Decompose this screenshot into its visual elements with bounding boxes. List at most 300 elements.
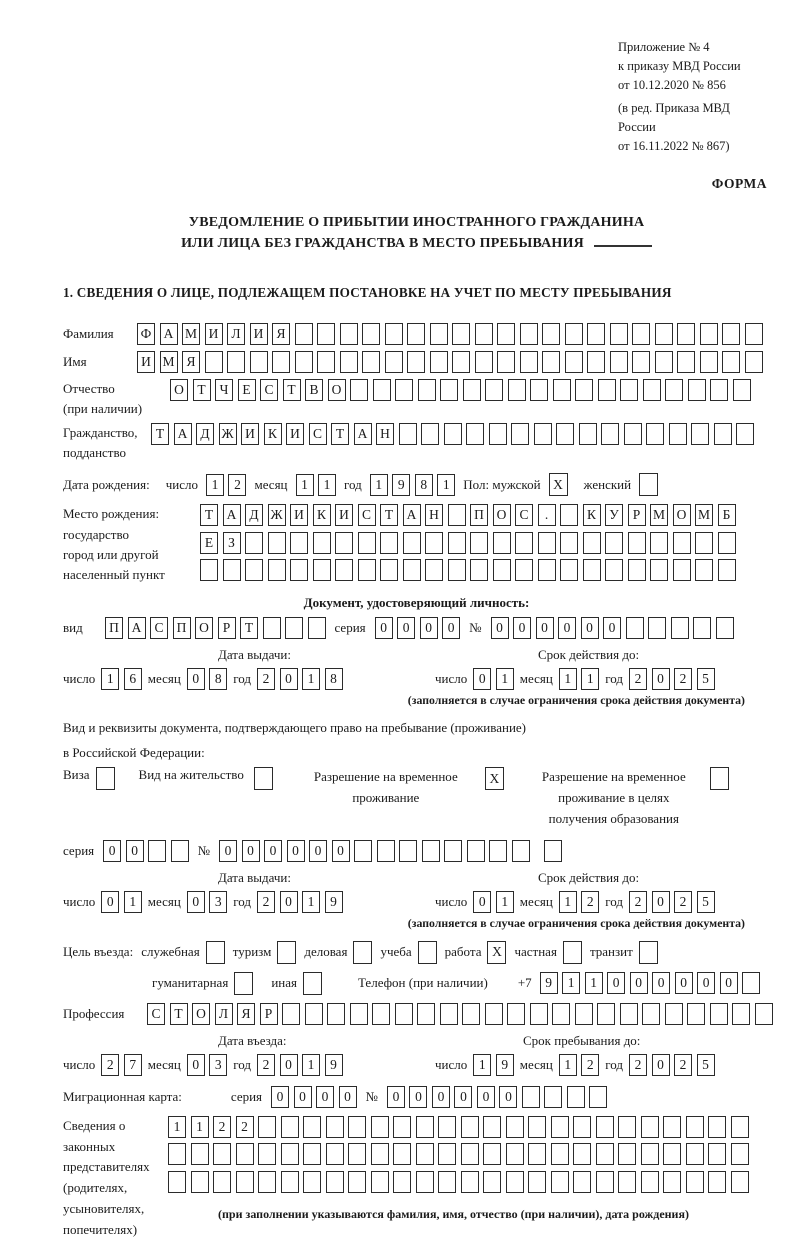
form-cell[interactable] bbox=[512, 840, 530, 862]
form-cell[interactable] bbox=[444, 423, 462, 445]
form-cell[interactable]: 1 bbox=[559, 1054, 577, 1076]
form-cell[interactable] bbox=[489, 423, 507, 445]
form-cell[interactable] bbox=[589, 1086, 607, 1108]
form-cell[interactable]: 1 bbox=[302, 891, 320, 913]
form-cell[interactable]: А bbox=[128, 617, 146, 639]
form-cell[interactable] bbox=[354, 840, 372, 862]
form-cell[interactable] bbox=[610, 323, 628, 345]
form-cell[interactable]: 0 bbox=[271, 1086, 289, 1108]
form-cell[interactable]: З bbox=[223, 532, 241, 554]
form-cell[interactable] bbox=[618, 1171, 636, 1193]
form-cell[interactable]: 2 bbox=[674, 891, 692, 913]
form-cell[interactable]: 1 bbox=[559, 668, 577, 690]
form-cell[interactable]: 2 bbox=[629, 668, 647, 690]
form-cell[interactable]: 1 bbox=[581, 668, 599, 690]
form-cell[interactable] bbox=[416, 1116, 434, 1138]
form-cell[interactable] bbox=[573, 1171, 591, 1193]
tourism-checkbox[interactable] bbox=[277, 941, 296, 964]
form-cell[interactable] bbox=[483, 1116, 501, 1138]
form-cell[interactable] bbox=[755, 1003, 773, 1025]
form-cell[interactable] bbox=[317, 323, 335, 345]
form-cell[interactable] bbox=[452, 323, 470, 345]
study-checkbox[interactable] bbox=[418, 941, 437, 964]
form-cell[interactable] bbox=[646, 423, 664, 445]
form-cell[interactable]: М bbox=[182, 323, 200, 345]
form-cell[interactable]: 0 bbox=[675, 972, 693, 994]
form-cell[interactable]: Т bbox=[151, 423, 169, 445]
form-cell[interactable] bbox=[493, 559, 511, 581]
humanitarian-checkbox[interactable] bbox=[234, 972, 253, 995]
form-cell[interactable]: О bbox=[328, 379, 346, 401]
form-cell[interactable]: Т bbox=[200, 504, 218, 526]
form-cell[interactable]: 1 bbox=[370, 474, 388, 496]
form-cell[interactable]: Л bbox=[227, 323, 245, 345]
form-cell[interactable]: 0 bbox=[720, 972, 738, 994]
form-cell[interactable] bbox=[528, 1143, 546, 1165]
form-cell[interactable] bbox=[350, 1003, 368, 1025]
form-cell[interactable]: 0 bbox=[187, 1054, 205, 1076]
form-cell[interactable]: Ф bbox=[137, 323, 155, 345]
form-cell[interactable] bbox=[511, 423, 529, 445]
form-cell[interactable] bbox=[560, 532, 578, 554]
form-cell[interactable]: 2 bbox=[236, 1116, 254, 1138]
form-cell[interactable] bbox=[508, 379, 526, 401]
form-cell[interactable] bbox=[687, 1003, 705, 1025]
form-cell[interactable] bbox=[371, 1171, 389, 1193]
form-cell[interactable] bbox=[223, 559, 241, 581]
form-cell[interactable] bbox=[371, 1116, 389, 1138]
form-cell[interactable] bbox=[610, 351, 628, 373]
form-cell[interactable]: 0 bbox=[499, 1086, 517, 1108]
form-cell[interactable] bbox=[605, 559, 623, 581]
form-cell[interactable]: А bbox=[174, 423, 192, 445]
form-cell[interactable] bbox=[641, 1143, 659, 1165]
form-cell[interactable] bbox=[393, 1116, 411, 1138]
form-cell[interactable] bbox=[430, 323, 448, 345]
form-cell[interactable] bbox=[669, 423, 687, 445]
form-cell[interactable]: 6 bbox=[124, 668, 142, 690]
form-cell[interactable]: Т bbox=[283, 379, 301, 401]
form-cell[interactable] bbox=[282, 1003, 300, 1025]
form-cell[interactable] bbox=[663, 1143, 681, 1165]
form-cell[interactable]: К bbox=[264, 423, 282, 445]
form-cell[interactable]: 0 bbox=[280, 668, 298, 690]
form-cell[interactable]: 2 bbox=[228, 474, 246, 496]
form-cell[interactable] bbox=[313, 532, 331, 554]
form-cell[interactable]: 1 bbox=[124, 891, 142, 913]
form-cell[interactable]: И bbox=[286, 423, 304, 445]
form-cell[interactable] bbox=[213, 1143, 231, 1165]
form-cell[interactable] bbox=[399, 840, 417, 862]
form-cell[interactable] bbox=[583, 559, 601, 581]
form-cell[interactable] bbox=[200, 559, 218, 581]
form-cell[interactable] bbox=[362, 351, 380, 373]
form-cell[interactable]: 0 bbox=[339, 1086, 357, 1108]
form-cell[interactable] bbox=[598, 379, 616, 401]
form-cell[interactable]: 2 bbox=[629, 891, 647, 913]
form-cell[interactable] bbox=[313, 559, 331, 581]
form-cell[interactable]: О bbox=[195, 617, 213, 639]
form-cell[interactable]: Р bbox=[628, 504, 646, 526]
form-cell[interactable]: 1 bbox=[302, 668, 320, 690]
form-cell[interactable]: Т bbox=[240, 617, 258, 639]
form-cell[interactable] bbox=[399, 423, 417, 445]
form-cell[interactable] bbox=[305, 1003, 323, 1025]
form-cell[interactable]: 9 bbox=[325, 891, 343, 913]
form-cell[interactable]: 8 bbox=[209, 668, 227, 690]
form-cell[interactable] bbox=[542, 323, 560, 345]
form-cell[interactable]: 2 bbox=[674, 1054, 692, 1076]
form-cell[interactable]: 2 bbox=[629, 1054, 647, 1076]
form-cell[interactable] bbox=[688, 379, 706, 401]
form-cell[interactable]: С bbox=[309, 423, 327, 445]
form-cell[interactable]: И bbox=[137, 351, 155, 373]
form-cell[interactable]: 0 bbox=[652, 1054, 670, 1076]
residence-permit-checkbox[interactable] bbox=[254, 767, 273, 790]
form-cell[interactable] bbox=[648, 617, 666, 639]
form-cell[interactable] bbox=[575, 1003, 593, 1025]
form-cell[interactable] bbox=[380, 559, 398, 581]
form-cell[interactable] bbox=[380, 532, 398, 554]
form-cell[interactable]: А bbox=[223, 504, 241, 526]
form-cell[interactable]: 0 bbox=[477, 1086, 495, 1108]
form-cell[interactable]: Я bbox=[272, 323, 290, 345]
form-cell[interactable]: К bbox=[583, 504, 601, 526]
form-cell[interactable]: М bbox=[695, 504, 713, 526]
form-cell[interactable] bbox=[528, 1171, 546, 1193]
form-cell[interactable] bbox=[395, 1003, 413, 1025]
form-cell[interactable]: Б bbox=[718, 504, 736, 526]
form-cell[interactable] bbox=[440, 379, 458, 401]
form-cell[interactable] bbox=[191, 1143, 209, 1165]
form-cell[interactable] bbox=[303, 1143, 321, 1165]
form-cell[interactable]: 3 bbox=[209, 891, 227, 913]
form-cell[interactable]: 1 bbox=[562, 972, 580, 994]
form-cell[interactable] bbox=[348, 1143, 366, 1165]
form-cell[interactable] bbox=[663, 1171, 681, 1193]
form-cell[interactable]: 1 bbox=[318, 474, 336, 496]
form-cell[interactable]: М bbox=[160, 351, 178, 373]
form-cell[interactable]: 0 bbox=[187, 891, 205, 913]
form-cell[interactable]: Д bbox=[245, 504, 263, 526]
form-cell[interactable] bbox=[624, 423, 642, 445]
form-cell[interactable]: П bbox=[173, 617, 191, 639]
form-cell[interactable] bbox=[444, 840, 462, 862]
form-cell[interactable] bbox=[483, 1171, 501, 1193]
form-cell[interactable] bbox=[596, 1116, 614, 1138]
form-cell[interactable]: 0 bbox=[332, 840, 350, 862]
form-cell[interactable] bbox=[168, 1171, 186, 1193]
form-cell[interactable] bbox=[695, 559, 713, 581]
form-cell[interactable] bbox=[485, 1003, 503, 1025]
form-cell[interactable] bbox=[596, 1171, 614, 1193]
temp-residence-checkbox[interactable]: X bbox=[485, 767, 504, 790]
form-cell[interactable]: М bbox=[650, 504, 668, 526]
form-cell[interactable] bbox=[335, 532, 353, 554]
form-cell[interactable] bbox=[745, 323, 763, 345]
form-cell[interactable] bbox=[372, 1003, 390, 1025]
form-cell[interactable]: 0 bbox=[491, 617, 509, 639]
form-cell[interactable] bbox=[258, 1143, 276, 1165]
form-cell[interactable] bbox=[641, 1116, 659, 1138]
form-cell[interactable] bbox=[385, 323, 403, 345]
form-cell[interactable]: 8 bbox=[325, 668, 343, 690]
form-cell[interactable] bbox=[716, 617, 734, 639]
form-cell[interactable] bbox=[295, 323, 313, 345]
form-cell[interactable] bbox=[628, 559, 646, 581]
form-cell[interactable] bbox=[708, 1171, 726, 1193]
form-cell[interactable]: 5 bbox=[697, 668, 715, 690]
form-cell[interactable] bbox=[475, 351, 493, 373]
form-cell[interactable] bbox=[317, 351, 335, 373]
form-cell[interactable]: 0 bbox=[316, 1086, 334, 1108]
form-cell[interactable] bbox=[695, 532, 713, 554]
form-cell[interactable] bbox=[677, 323, 695, 345]
form-cell[interactable] bbox=[470, 559, 488, 581]
form-cell[interactable] bbox=[691, 423, 709, 445]
form-cell[interactable]: О bbox=[192, 1003, 210, 1025]
form-cell[interactable]: 0 bbox=[264, 840, 282, 862]
form-cell[interactable] bbox=[632, 351, 650, 373]
form-cell[interactable]: 0 bbox=[387, 1086, 405, 1108]
form-cell[interactable]: 2 bbox=[257, 1054, 275, 1076]
form-cell[interactable] bbox=[530, 379, 548, 401]
form-cell[interactable]: 0 bbox=[473, 891, 491, 913]
form-cell[interactable]: 3 bbox=[209, 1054, 227, 1076]
form-cell[interactable] bbox=[565, 323, 583, 345]
form-cell[interactable]: 1 bbox=[585, 972, 603, 994]
form-cell[interactable]: И bbox=[250, 323, 268, 345]
form-cell[interactable] bbox=[671, 617, 689, 639]
form-cell[interactable]: О bbox=[170, 379, 188, 401]
form-cell[interactable] bbox=[618, 1116, 636, 1138]
form-cell[interactable] bbox=[308, 617, 326, 639]
form-cell[interactable] bbox=[700, 351, 718, 373]
form-cell[interactable]: 2 bbox=[674, 668, 692, 690]
form-cell[interactable]: П bbox=[470, 504, 488, 526]
form-cell[interactable] bbox=[665, 379, 683, 401]
form-cell[interactable]: 0 bbox=[652, 668, 670, 690]
form-cell[interactable] bbox=[290, 532, 308, 554]
form-cell[interactable] bbox=[205, 351, 223, 373]
form-cell[interactable] bbox=[272, 351, 290, 373]
form-cell[interactable] bbox=[340, 351, 358, 373]
form-cell[interactable] bbox=[475, 323, 493, 345]
form-cell[interactable] bbox=[665, 1003, 683, 1025]
form-cell[interactable]: Н bbox=[425, 504, 443, 526]
form-cell[interactable] bbox=[552, 1003, 570, 1025]
form-cell[interactable] bbox=[677, 351, 695, 373]
form-cell[interactable] bbox=[515, 532, 533, 554]
form-cell[interactable]: 9 bbox=[325, 1054, 343, 1076]
form-cell[interactable]: А bbox=[160, 323, 178, 345]
form-cell[interactable] bbox=[626, 617, 644, 639]
form-cell[interactable] bbox=[438, 1143, 456, 1165]
form-cell[interactable] bbox=[448, 559, 466, 581]
form-cell[interactable]: Т bbox=[193, 379, 211, 401]
form-cell[interactable]: Д bbox=[196, 423, 214, 445]
form-cell[interactable] bbox=[497, 323, 515, 345]
form-cell[interactable]: 0 bbox=[287, 840, 305, 862]
form-cell[interactable] bbox=[326, 1143, 344, 1165]
form-cell[interactable]: И bbox=[241, 423, 259, 445]
form-cell[interactable]: 0 bbox=[558, 617, 576, 639]
form-cell[interactable] bbox=[650, 559, 668, 581]
form-cell[interactable]: И bbox=[335, 504, 353, 526]
form-cell[interactable] bbox=[506, 1116, 524, 1138]
form-cell[interactable]: Л bbox=[215, 1003, 233, 1025]
form-cell[interactable] bbox=[520, 323, 538, 345]
form-cell[interactable] bbox=[373, 379, 391, 401]
form-cell[interactable] bbox=[742, 972, 760, 994]
form-cell[interactable] bbox=[393, 1143, 411, 1165]
form-cell[interactable]: 0 bbox=[126, 840, 144, 862]
form-cell[interactable] bbox=[736, 423, 754, 445]
form-cell[interactable] bbox=[506, 1143, 524, 1165]
form-cell[interactable]: 9 bbox=[496, 1054, 514, 1076]
form-cell[interactable]: 0 bbox=[187, 668, 205, 690]
form-cell[interactable] bbox=[245, 532, 263, 554]
temp-residence-edu-checkbox[interactable] bbox=[710, 767, 729, 790]
form-cell[interactable]: 0 bbox=[442, 617, 460, 639]
form-cell[interactable]: С bbox=[358, 504, 376, 526]
form-cell[interactable]: 0 bbox=[630, 972, 648, 994]
form-cell[interactable]: 2 bbox=[257, 668, 275, 690]
form-cell[interactable] bbox=[295, 351, 313, 373]
form-cell[interactable] bbox=[452, 351, 470, 373]
form-cell[interactable] bbox=[632, 323, 650, 345]
form-cell[interactable]: 1 bbox=[101, 668, 119, 690]
form-cell[interactable] bbox=[418, 379, 436, 401]
form-cell[interactable]: 0 bbox=[375, 617, 393, 639]
form-cell[interactable]: 0 bbox=[280, 1054, 298, 1076]
form-cell[interactable] bbox=[710, 379, 728, 401]
form-cell[interactable] bbox=[544, 1086, 562, 1108]
form-cell[interactable] bbox=[556, 423, 574, 445]
form-cell[interactable] bbox=[731, 1116, 749, 1138]
form-cell[interactable]: Е bbox=[238, 379, 256, 401]
form-cell[interactable]: У bbox=[605, 504, 623, 526]
form-cell[interactable] bbox=[385, 351, 403, 373]
form-cell[interactable] bbox=[417, 1003, 435, 1025]
form-cell[interactable]: И bbox=[205, 323, 223, 345]
form-cell[interactable]: 5 bbox=[697, 891, 715, 913]
form-cell[interactable] bbox=[587, 323, 605, 345]
form-cell[interactable] bbox=[326, 1116, 344, 1138]
form-cell[interactable] bbox=[538, 532, 556, 554]
form-cell[interactable]: 1 bbox=[559, 891, 577, 913]
form-cell[interactable] bbox=[497, 351, 515, 373]
form-cell[interactable] bbox=[461, 1171, 479, 1193]
form-cell[interactable] bbox=[326, 1171, 344, 1193]
form-cell[interactable]: А bbox=[403, 504, 421, 526]
form-cell[interactable] bbox=[213, 1171, 231, 1193]
form-cell[interactable]: 0 bbox=[103, 840, 121, 862]
form-cell[interactable]: Р bbox=[260, 1003, 278, 1025]
form-cell[interactable] bbox=[285, 617, 303, 639]
form-cell[interactable] bbox=[236, 1171, 254, 1193]
form-cell[interactable]: 0 bbox=[219, 840, 237, 862]
form-cell[interactable] bbox=[438, 1171, 456, 1193]
form-cell[interactable]: 0 bbox=[652, 972, 670, 994]
form-cell[interactable] bbox=[641, 1171, 659, 1193]
form-cell[interactable] bbox=[148, 840, 166, 862]
form-cell[interactable] bbox=[538, 559, 556, 581]
form-cell[interactable]: 1 bbox=[296, 474, 314, 496]
form-cell[interactable]: 0 bbox=[397, 617, 415, 639]
form-cell[interactable]: 9 bbox=[392, 474, 410, 496]
form-cell[interactable]: В bbox=[305, 379, 323, 401]
transit-checkbox[interactable] bbox=[639, 941, 658, 964]
form-cell[interactable] bbox=[732, 1003, 750, 1025]
form-cell[interactable] bbox=[507, 1003, 525, 1025]
form-cell[interactable] bbox=[618, 1143, 636, 1165]
form-cell[interactable] bbox=[466, 423, 484, 445]
form-cell[interactable]: С bbox=[147, 1003, 165, 1025]
form-cell[interactable] bbox=[551, 1116, 569, 1138]
form-cell[interactable] bbox=[407, 323, 425, 345]
business-checkbox[interactable] bbox=[353, 941, 372, 964]
form-cell[interactable] bbox=[700, 323, 718, 345]
form-cell[interactable]: Е bbox=[200, 532, 218, 554]
form-cell[interactable] bbox=[463, 379, 481, 401]
form-cell[interactable] bbox=[708, 1143, 726, 1165]
form-cell[interactable]: П bbox=[105, 617, 123, 639]
form-cell[interactable] bbox=[268, 559, 286, 581]
form-cell[interactable] bbox=[673, 559, 691, 581]
form-cell[interactable] bbox=[587, 351, 605, 373]
form-cell[interactable] bbox=[467, 840, 485, 862]
form-cell[interactable]: Я bbox=[237, 1003, 255, 1025]
form-cell[interactable] bbox=[362, 323, 380, 345]
form-cell[interactable] bbox=[350, 379, 368, 401]
form-cell[interactable]: 1 bbox=[206, 474, 224, 496]
form-cell[interactable] bbox=[620, 1003, 638, 1025]
form-cell[interactable] bbox=[461, 1116, 479, 1138]
form-cell[interactable] bbox=[340, 323, 358, 345]
form-cell[interactable]: 2 bbox=[213, 1116, 231, 1138]
form-cell[interactable] bbox=[579, 423, 597, 445]
form-cell[interactable] bbox=[628, 532, 646, 554]
form-cell[interactable] bbox=[191, 1171, 209, 1193]
form-cell[interactable] bbox=[371, 1143, 389, 1165]
work-checkbox[interactable]: X bbox=[487, 941, 506, 964]
form-cell[interactable]: 1 bbox=[302, 1054, 320, 1076]
form-cell[interactable] bbox=[673, 532, 691, 554]
form-cell[interactable] bbox=[485, 379, 503, 401]
form-cell[interactable]: 1 bbox=[168, 1116, 186, 1138]
form-cell[interactable] bbox=[708, 1116, 726, 1138]
form-cell[interactable]: 8 bbox=[415, 474, 433, 496]
form-cell[interactable]: 2 bbox=[581, 891, 599, 913]
form-cell[interactable] bbox=[733, 379, 751, 401]
form-cell[interactable] bbox=[335, 559, 353, 581]
form-cell[interactable] bbox=[281, 1116, 299, 1138]
form-cell[interactable] bbox=[236, 1143, 254, 1165]
form-cell[interactable] bbox=[722, 323, 740, 345]
form-cell[interactable] bbox=[520, 351, 538, 373]
form-cell[interactable] bbox=[250, 351, 268, 373]
form-cell[interactable] bbox=[553, 379, 571, 401]
visa-checkbox[interactable] bbox=[96, 767, 115, 790]
form-cell[interactable] bbox=[506, 1171, 524, 1193]
form-cell[interactable] bbox=[655, 351, 673, 373]
form-cell[interactable] bbox=[395, 379, 413, 401]
form-cell[interactable]: Т bbox=[170, 1003, 188, 1025]
form-cell[interactable] bbox=[416, 1171, 434, 1193]
form-cell[interactable] bbox=[731, 1171, 749, 1193]
form-cell[interactable] bbox=[440, 1003, 458, 1025]
